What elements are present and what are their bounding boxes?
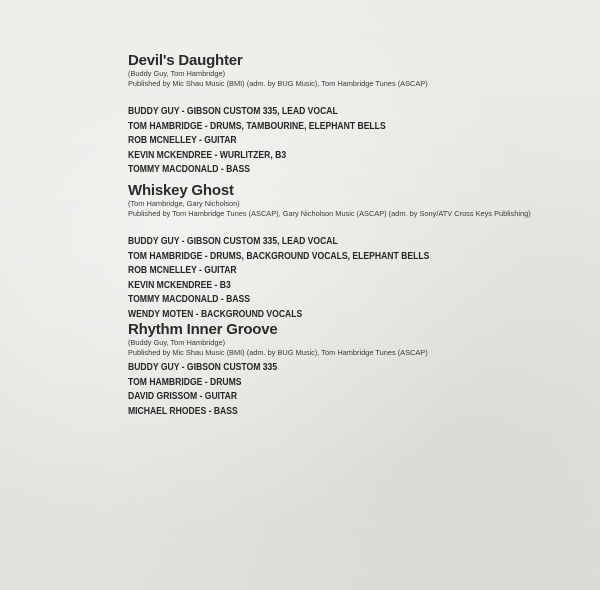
credit-line: KEVIN MCKENDREE - WURLITZER, B3 — [128, 149, 287, 161]
credit-line: ROB MCNELLEY - GUITAR — [128, 135, 237, 146]
song-writers: (Buddy Guy, Tom Hambridge) — [128, 338, 226, 347]
song-publishing: Published by Tom Hambridge Tunes (ASCAP), Gary Nicholson Music (ASCAP) (adm. by Sony/ATV Cross Keys Publishing) — [128, 209, 531, 218]
song-block-rhythm-inner-groove — [128, 321, 578, 419]
credit-line: WENDY MOTEN - BACKGROUND VOCALS — [128, 308, 303, 320]
credit-line: BUDDY GUY - GIBSON CUSTOM 335, LEAD VOCAL — [128, 236, 338, 247]
credit-line: TOMMY MACDONALD - BASS — [128, 164, 250, 175]
song-title: Whiskey Ghost — [128, 182, 234, 199]
credits-list — [128, 361, 578, 419]
song-title: Devil's Daughter — [128, 52, 243, 69]
credit-line: TOM HAMBRIDGE - DRUMS — [128, 376, 242, 388]
credit-line: TOMMY MACDONALD - BASS — [128, 294, 250, 305]
song-publishing: Published by Mic Shau Music (BMI) (adm. by BUG Music), Tom Hambridge Tunes (ASCAP) — [128, 348, 428, 357]
song-block-whiskey-ghost — [128, 182, 578, 322]
song-writers: (Tom Hambridge, Gary Nicholson) — [128, 199, 240, 208]
song-title: Rhythm Inner Groove — [128, 321, 278, 338]
credits-list — [128, 105, 578, 178]
credit-line: KEVIN MCKENDREE - B3 — [128, 279, 231, 291]
credits-list — [128, 235, 578, 322]
song-block-devils-daughter — [128, 52, 578, 178]
credit-line: BUDDY GUY - GIBSON CUSTOM 335 — [128, 362, 278, 373]
credit-line: BUDDY GUY - GIBSON CUSTOM 335, LEAD VOCAL — [128, 106, 338, 117]
credit-line: TOM HAMBRIDGE - DRUMS, TAMBOURINE, ELEPHANT BELLS — [128, 120, 386, 132]
song-publishing: Published by Mic Shau Music (BMI) (adm. by BUG Music), Tom Hambridge Tunes (ASCAP) — [128, 79, 428, 88]
song-writers: (Buddy Guy, Tom Hambridge) — [128, 69, 226, 78]
credit-line: DAVID GRISSOM - GUITAR — [128, 391, 238, 402]
credit-line: TOM HAMBRIDGE - DRUMS, BACKGROUND VOCALS, ELEPHANT BELLS — [128, 250, 430, 262]
credit-line: ROB MCNELLEY - GUITAR — [128, 265, 237, 276]
credit-line: MICHAEL RHODES - BASS — [128, 405, 238, 417]
